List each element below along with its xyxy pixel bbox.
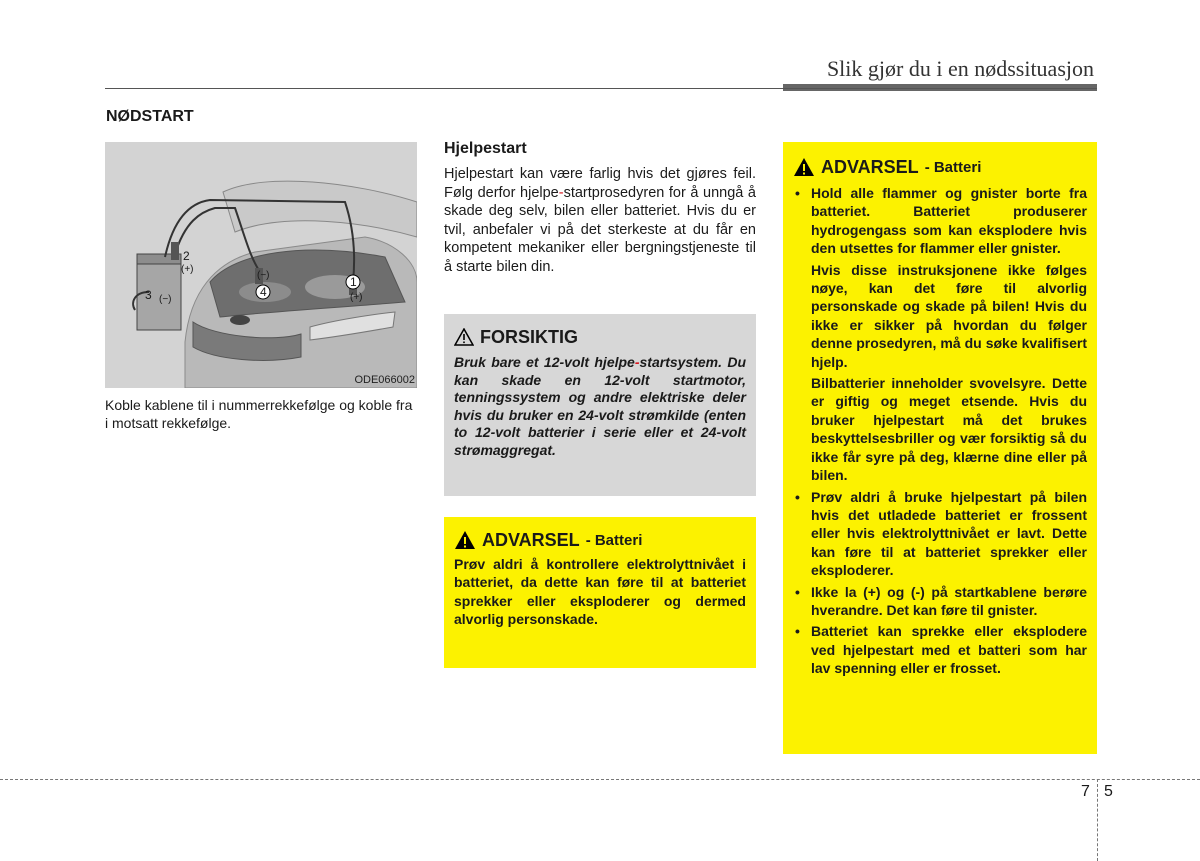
warning-item [793, 583, 1087, 620]
caution-triangle-icon [454, 328, 474, 346]
warning-small-header [454, 527, 746, 553]
figure-code: ODE066002 [354, 374, 415, 386]
jumpstart-title: Hjelpestart [444, 140, 527, 157]
caution-header [454, 324, 746, 350]
warning-list [793, 184, 1087, 678]
header-rule [105, 88, 1097, 89]
warning-small-text: Prøv aldri å kontrollere elektrolyttnivået i batteriet, da dette kan føre til at batteriet sprekker eller eksploderer og dermed alvorlig personskade. [454, 556, 746, 628]
chapter-number: 7 [1081, 783, 1090, 800]
polarity-1: (+) [350, 292, 363, 303]
caution-label: FORSIKTIG [480, 326, 578, 347]
warning-box-large [783, 142, 1097, 754]
caution-text-a: Bruk bare et 12-volt hjelpe [454, 354, 635, 370]
caution-text-b: startsystem. Du kan skade en 12-volt startmotor, tenningssystem og andre elektriske deler hvis du bruker en 24-volt strømkilde (enten to 12-volt batterier i serie eller et 24-volt strømaggregat. [454, 354, 747, 458]
bullet: • [795, 185, 800, 201]
caution-box [444, 314, 756, 496]
jumpstart-illustration [105, 142, 417, 388]
warning-small-label: ADVARSEL [482, 529, 580, 550]
bullet: • [795, 623, 800, 640]
warning-item [793, 488, 1087, 580]
warning-item-text: Hvis disse instruksjonene ikke følges nøye, kan det føre til alvorlig personskade og skade på bilen! Hvis du ikke er sikker på hvordan du følger denne prosedyren, må du søke kvalifisert hjelp. [811, 261, 1087, 370]
warning-triangle-icon [454, 530, 476, 550]
section-title: NØDSTART [106, 108, 194, 125]
polarity-4: (−) [257, 270, 270, 281]
footer-rule [0, 779, 1200, 780]
page-number: 5 [1104, 783, 1113, 800]
bullet: • [795, 583, 800, 600]
caution-hyphen: - [634, 354, 640, 370]
polarity-3: (−) [159, 294, 172, 305]
warning-item-text: Hold alle flammer og gnister borte fra batteriet. Batteriet produserer hydrogengass som kan eksplodere hvis den utsettes for flammer eller gnister. [811, 185, 1087, 257]
polarity-2: (+) [181, 264, 194, 275]
warning-item [793, 184, 1087, 485]
warning-small-sub: - Batteri [585, 531, 643, 549]
warning-large-label: ADVARSEL [821, 156, 919, 177]
warning-large-header [793, 154, 1087, 180]
warning-item-text: Prøv aldri å bruke hjelpestart på bilen hvis det utladede batteriet er frossent eller hvis elektrolyttnivået er lavt. Dette kan føre til at batteriet sprekker eller eksploderer. [811, 488, 1087, 579]
jumpstart-text [444, 165, 756, 277]
warning-triangle-icon [793, 157, 815, 177]
warning-item-text: Batteriet kan sprekke eller eksplodere ved hjelpestart med et batteri som har lav spenning eller er frosset. [811, 623, 1087, 677]
warning-item [793, 622, 1087, 677]
callout-2: 2 [183, 249, 190, 263]
warning-large-sub: - Batteri [924, 158, 982, 176]
footer-divider [1097, 779, 1098, 861]
car-battery-drawing [105, 142, 417, 388]
callout-3: 3 [145, 288, 152, 302]
page-header-title: Slik gjør du i en nødssituasjon [826, 56, 1094, 81]
callout-4: 4 [260, 285, 267, 299]
jumpstart-hyphen: - [558, 184, 564, 201]
warning-item-text: Bilbatterier inneholder svovelsyre. Dette er giftig og meget etsende. Hvis du bruker hjelpestart må det brukes beskyttelsesbriller og vær forsiktig så du ikke får syre på deg, klærne dine eller på bilen. [811, 375, 1087, 484]
callout-1: 1 [350, 275, 357, 289]
warning-box-small [444, 517, 756, 668]
warning-item-text: Ikke la (+) og (-) på startkablene berøre hverandre. Det kan føre til gnister. [811, 583, 1087, 618]
bullet: • [795, 488, 800, 505]
caution-text [454, 354, 746, 460]
jumpstart-text-a: Hjelpestart kan være farlig hvis det gjøres feil. Følg derfor hjelpe [444, 166, 756, 201]
figure-caption: Koble kablene til i nummerrekkefølge og koble fra i motsatt rekkefølge. [105, 397, 413, 431]
jumpstart-text-b: startprosedyren for å unngå å skade deg selv, bilen eller batteriet. Hvis du er tvil, anbefaler vi på det sterkeste at du får en kompetent mekaniker eller bergningstjeneste til å starte bilen din. [444, 184, 756, 275]
